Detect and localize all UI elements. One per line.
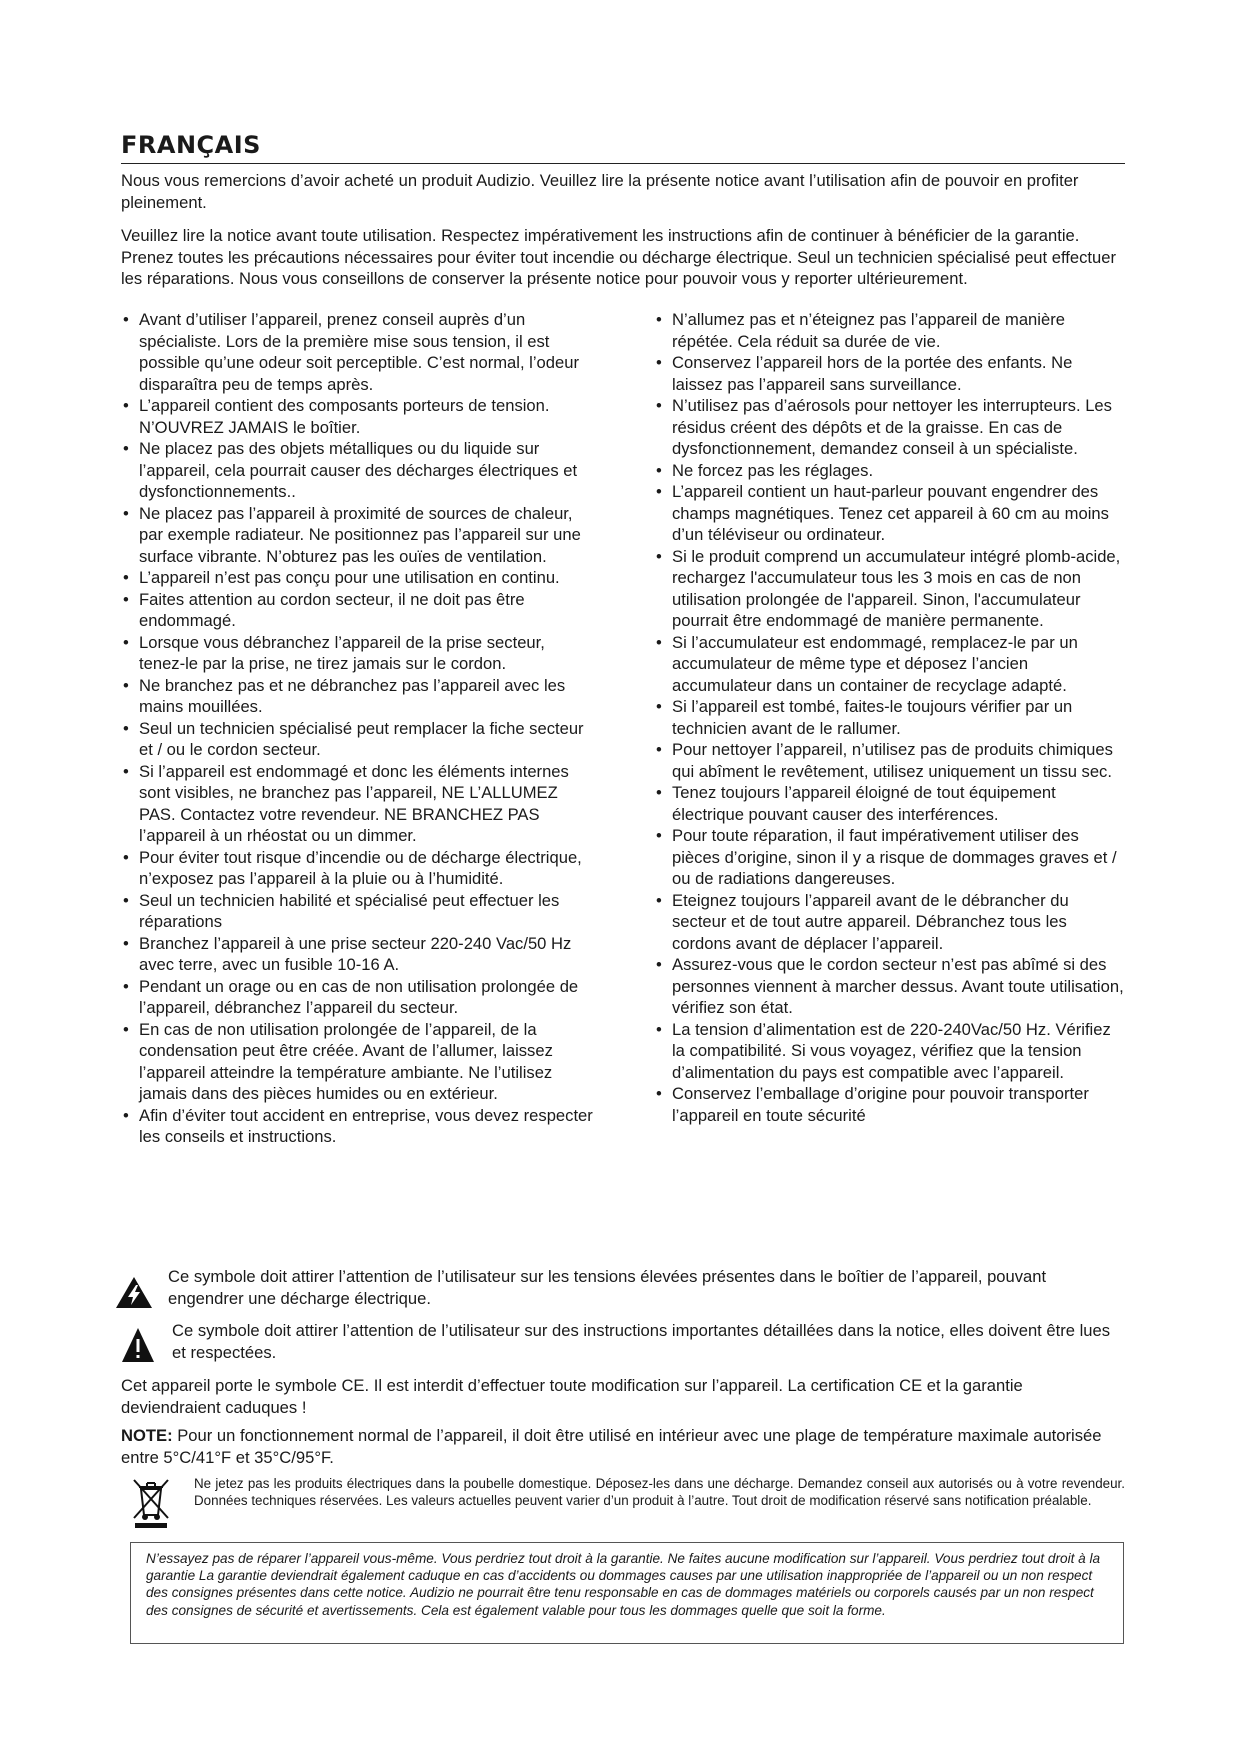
high-voltage-warning-icon xyxy=(115,1276,153,1309)
ce-paragraph: Cet appareil porte le symbole CE. Il est interdit d’effectuer toute modification sur l’appareil. La certification CE et la garantie deviendraient caduques ! xyxy=(121,1376,1023,1417)
safety-list-right xyxy=(654,309,1125,1126)
list-item: • Ne forcez pas les réglages. xyxy=(654,460,1125,482)
notice-paragraph: Veuillez lire la notice avant toute utilisation. Respectez impérativement les instructions afin de continuer à bénéficier de la garantie. Prenez toutes les précautions nécessaires pour éviter tout incendie ou décharge électrique. Seul un technicien spécialisé peut effectuer les réparations. Nous vous conseillons de conserver la présente notice pour pouvoir vous y reporter ultérieurement. xyxy=(121,226,1117,288)
list-item: • Eteignez toujours l’appareil avant de le débrancher du secteur et de tout autre appareil. Débranchez tous les cordons avant de déplacer l’appareil. xyxy=(654,890,1125,955)
voltage-warning xyxy=(115,1266,1125,1310)
safety-list-left xyxy=(121,309,595,1148)
list-item: • La tension d’alimentation est de 220-240Vac/50 Hz. Vérifiez la compatibilité. Si vous voyagez, vérifiez que la tension d’alimentation du pays est compatible avec l’appareil. xyxy=(654,1019,1125,1084)
list-item: • Pendant un orage ou en cas de non utilisation prolongée de l’appareil, débranchez l’appareil du secteur. xyxy=(121,976,595,1019)
list-item: • N’utilisez pas d’aérosols pour nettoyer les interrupteurs. Les résidus créent des dépôts et de la graisse. En cas de dysfonctionnement, demandez conseil à un spécialiste. xyxy=(654,395,1125,460)
note-label: NOTE: xyxy=(121,1426,173,1445)
disclaimer-text: N’essayez pas de réparer l’appareil vous-même. Vous perdriez tout droit à la garantie. Ne faites aucune modification sur l’appareil. Vous perdriez tout droit à la garantie La garantie deviendrait également caduque en cas d’accidents ou dommages causes par une utilisation inappropriée de l’appareil ou un non respect des consignes présentes dans cette notice. Audizio ne pourrait être tenu responsable en cas de dommages matériels ou corporels causés par un non respect des consignes de sécurité et avertissements. Cela est également valable pour tous les dommages quelle que soit la forme. xyxy=(146,1551,1101,1618)
list-item: • Faites attention au cordon secteur, il ne doit pas être endommagé. xyxy=(121,589,595,632)
note-text: Pour un fonctionnement normal de l’appareil, il doit être utilisé en intérieur avec une plage de température maximale autorisée entre 5°C/41°F et 35°C/95°F. xyxy=(121,1426,1102,1467)
list-item: • Afin d’éviter tout accident en entreprise, vous devez respecter les conseils et instructions. xyxy=(121,1105,595,1148)
list-item: • Seul un technicien spécialisé peut remplacer la fiche secteur et / ou le cordon secteur. xyxy=(121,718,595,761)
list-item: • Branchez l’appareil à une prise secteur 220-240 Vac/50 Hz avec terre, avec un fusible 10-16 A. xyxy=(121,933,595,976)
list-item: • Pour nettoyer l’appareil, n’utilisez pas de produits chimiques qui abîment le revêtement, utilisez uniquement un tissu sec. xyxy=(654,739,1125,782)
list-item: • Si le produit comprend un accumulateur intégré plomb-acide, rechargez l'accumulateur tous les 3 mois en cas de non utilisation prolongée de l'appareil. Sinon, l'accumulateur pourrait être endommagé de manière permanente. xyxy=(654,546,1125,632)
list-item: • En cas de non utilisation prolongée de l’appareil, de la condensation peut être créée. Avant de l’allumer, laissez l’appareil atteindre la température ambiante. Ne l’utilisez jamais dans des pièces humides ou en extérieur. xyxy=(121,1019,595,1105)
list-item: • Avant d’utiliser l’appareil, prenez conseil auprès d’un spécialiste. Lors de la première mise sous tension, il est possible qu’une odeur soit perceptible. C’est normal, l’odeur disparaîtra peu de temps après. xyxy=(121,309,595,395)
list-item: • Ne branchez pas et ne débranchez pas l’appareil avec les mains mouillées. xyxy=(121,675,595,718)
exclamation-warning-icon xyxy=(121,1327,155,1363)
list-item: • Assurez-vous que le cordon secteur n’est pas abîmé si des personnes viennent à marcher dessus. Avant toute utilisation, vérifiez son état. xyxy=(654,954,1125,1019)
list-item: • L’appareil n’est pas conçu pour une utilisation en continu. xyxy=(121,567,595,589)
list-item: • Conservez l’emballage d’origine pour pouvoir transporter l’appareil en toute sécurité xyxy=(654,1083,1125,1126)
note-paragraph xyxy=(121,1425,1125,1468)
intro-paragraph: Nous vous remercions d’avoir acheté un produit Audizio. Veuillez lire la présente notice avant l’utilisation afin de pouvoir en profiter pleinement. xyxy=(121,171,1079,212)
list-item: • Pour toute réparation, il faut impérativement utiliser des pièces d’origine, sinon il y a risque de dommages graves et / ou de radiations dangereuses. xyxy=(654,825,1125,890)
list-item: • Pour éviter tout risque d’incendie ou de décharge électrique, n’exposez pas l’appareil à la pluie ou à l’humidité. xyxy=(121,847,595,890)
disposal-text: Ne jetez pas les produits électriques dans la poubelle domestique. Déposez-les dans une décharge. Demandez conseil aux autorisés ou à votre revendeur. Données techniques réservées. Les valeurs actuelles peuvent varier d’un produit à l’autre. Tout droit de modification réservé sans notification préalable. xyxy=(194,1476,1125,1508)
list-item: • Lorsque vous débranchez l’appareil de la prise secteur, tenez-le par la prise, ne tirez jamais sur le cordon. xyxy=(121,632,595,675)
list-item: • Si l’appareil est endommagé et donc les éléments internes sont visibles, ne branchez pas l’appareil, NE L’ALLUMEZ PAS. Contactez votre revendeur. NE BRANCHEZ PAS l’appareil à un rhéostat ou un dimmer. xyxy=(121,761,595,847)
list-item: • Si l’accumulateur est endommagé, remplacez-le par un accumulateur de même type et déposez l’ancien accumulateur dans un container de recyclage adapté. xyxy=(654,632,1125,697)
list-item: • Conservez l’appareil hors de la portée des enfants. Ne laissez pas l’appareil sans surveillance. xyxy=(654,352,1125,395)
list-item: • Ne placez pas l’appareil à proximité de sources de chaleur, par exemple radiateur. Ne positionnez pas l’appareil sur une surface vibrante. N’obturez pas les ouïes de ventilation. xyxy=(121,503,595,568)
section-heading: FRANÇAIS xyxy=(121,130,1125,164)
disclaimer-box xyxy=(130,1542,1124,1644)
list-item: • Seul un technicien habilité et spécialisé peut effectuer les réparations xyxy=(121,890,595,933)
voltage-warning-text: Ce symbole doit attirer l’attention de l’utilisateur sur les tensions élevées présentes dans le boîtier de l’appareil, pouvant engendrer une décharge électrique. xyxy=(168,1267,1047,1308)
list-item: • L’appareil contient des composants porteurs de tension. N’OUVREZ JAMAIS le boîtier. xyxy=(121,395,595,438)
list-item: • Ne placez pas des objets métalliques ou du liquide sur l’appareil, cela pourrait causer des décharges électriques et dysfonctionnements.. xyxy=(121,438,595,503)
list-item: • N’allumez pas et n’éteignez pas l’appareil de manière répétée. Cela réduit sa durée de vie. xyxy=(654,309,1125,352)
list-item: • L’appareil contient un haut-parleur pouvant engendrer des champs magnétiques. Tenez cet appareil à 60 cm au moins d’un téléviseur ou ordinateur. xyxy=(654,481,1125,546)
instructions-warning-text: Ce symbole doit attirer l’attention de l’utilisateur sur des instructions importantes détaillées dans la notice, elles doivent être lues et respectées. xyxy=(172,1321,1111,1362)
weee-bin-icon xyxy=(131,1477,171,1529)
list-item: • Tenez toujours l’appareil éloigné de tout équipement électrique pouvant causer des interférences. xyxy=(654,782,1125,825)
instructions-warning xyxy=(115,1320,1125,1364)
list-item: • Si l’appareil est tombé, faites-le toujours vérifier par un technicien avant de le rallumer. xyxy=(654,696,1125,739)
